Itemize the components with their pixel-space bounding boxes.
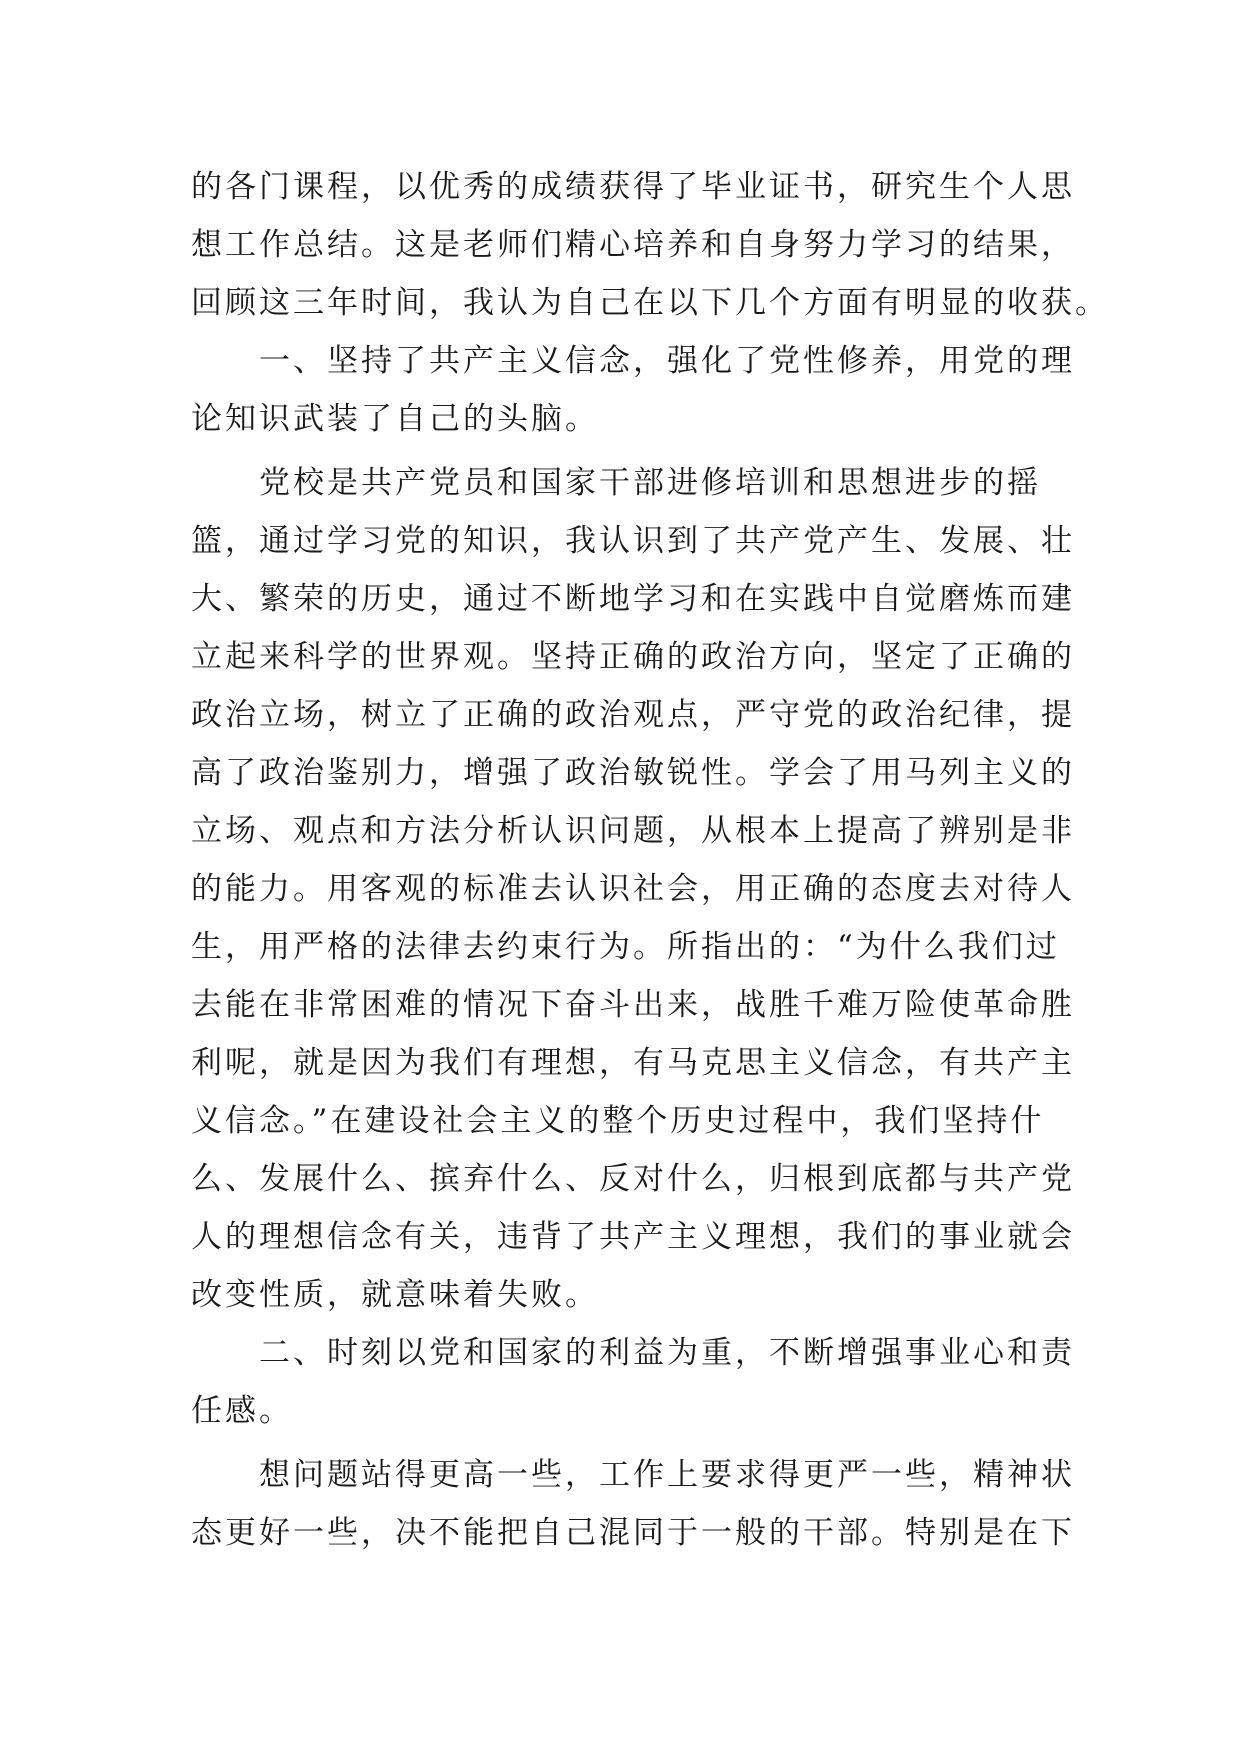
text-line: 改变性质，就意味着失败。 (191, 1277, 599, 1313)
document-body (191, 158, 1109, 1562)
section-heading-2-cont: 任感。 (191, 1393, 293, 1429)
text-line: 生，用严格的法律去约束行为。所指出的：“为什么我们过 (191, 929, 1060, 965)
text-line: 想工作总结。这是老师们精心培养和自身努力学习的结果， (191, 227, 1075, 263)
section-heading-1-cont: 论知识武装了自己的头脑。 (191, 401, 599, 437)
text-line: 利呢，就是因为我们有理想，有马克思主义信念，有共产主 (191, 1045, 1075, 1081)
text-line: 回顾这三年时间，我认为自己在以下几个方面有明显的收获。 (191, 285, 1109, 321)
text-line: 高了政治鉴别力，增强了政治敏锐性。学会了用马列主义的 (191, 755, 1075, 791)
text-line: 立起来科学的世界观。坚持正确的政治方向，坚定了正确的 (191, 639, 1075, 675)
text-line: 大、繁荣的历史，通过不断地学习和在实践中自觉磨炼而建 (191, 581, 1075, 617)
text-line: 的各门课程，以优秀的成绩获得了毕业证书，研究生个人思 (191, 169, 1075, 205)
text-line: 的能力。用客观的标准去认识社会，用正确的态度去对待人 (191, 871, 1075, 907)
paragraph-start: 党校是共产党员和国家干部进修培训和思想进步的摇 (259, 465, 1041, 501)
paragraph-start: 想问题站得更高一些，工作上要求得更严一些，精神状 (259, 1457, 1075, 1493)
text-line: 篮，通过学习党的知识，我认识到了共产党产生、发展、壮 (191, 523, 1075, 559)
text-line: 立场、观点和方法分析认识问题，从根本上提高了辨别是非 (191, 813, 1075, 849)
text-line: 人的理想信念有关，违背了共产主义理想，我们的事业就会 (191, 1219, 1075, 1255)
text-line: 义信念。”在建设社会主义的整个历史过程中，我们坚持什 (191, 1103, 1045, 1139)
text-line: 去能在非常困难的情况下奋斗出来，战胜千难万险使革命胜 (191, 987, 1075, 1023)
text-line: 么、发展什么、摈弃什么、反对什么，归根到底都与共产党 (191, 1161, 1075, 1197)
text-line: 政治立场，树立了正确的政治观点，严守党的政治纪律，提 (191, 697, 1075, 733)
section-heading-2: 二、时刻以党和国家的利益为重，不断增强事业心和责 (259, 1335, 1075, 1371)
text-line: 态更好一些，决不能把自己混同于一般的干部。特别是在下 (191, 1515, 1075, 1551)
section-heading-1: 一、坚持了共产主义信念，强化了党性修养，用党的理 (259, 343, 1075, 379)
